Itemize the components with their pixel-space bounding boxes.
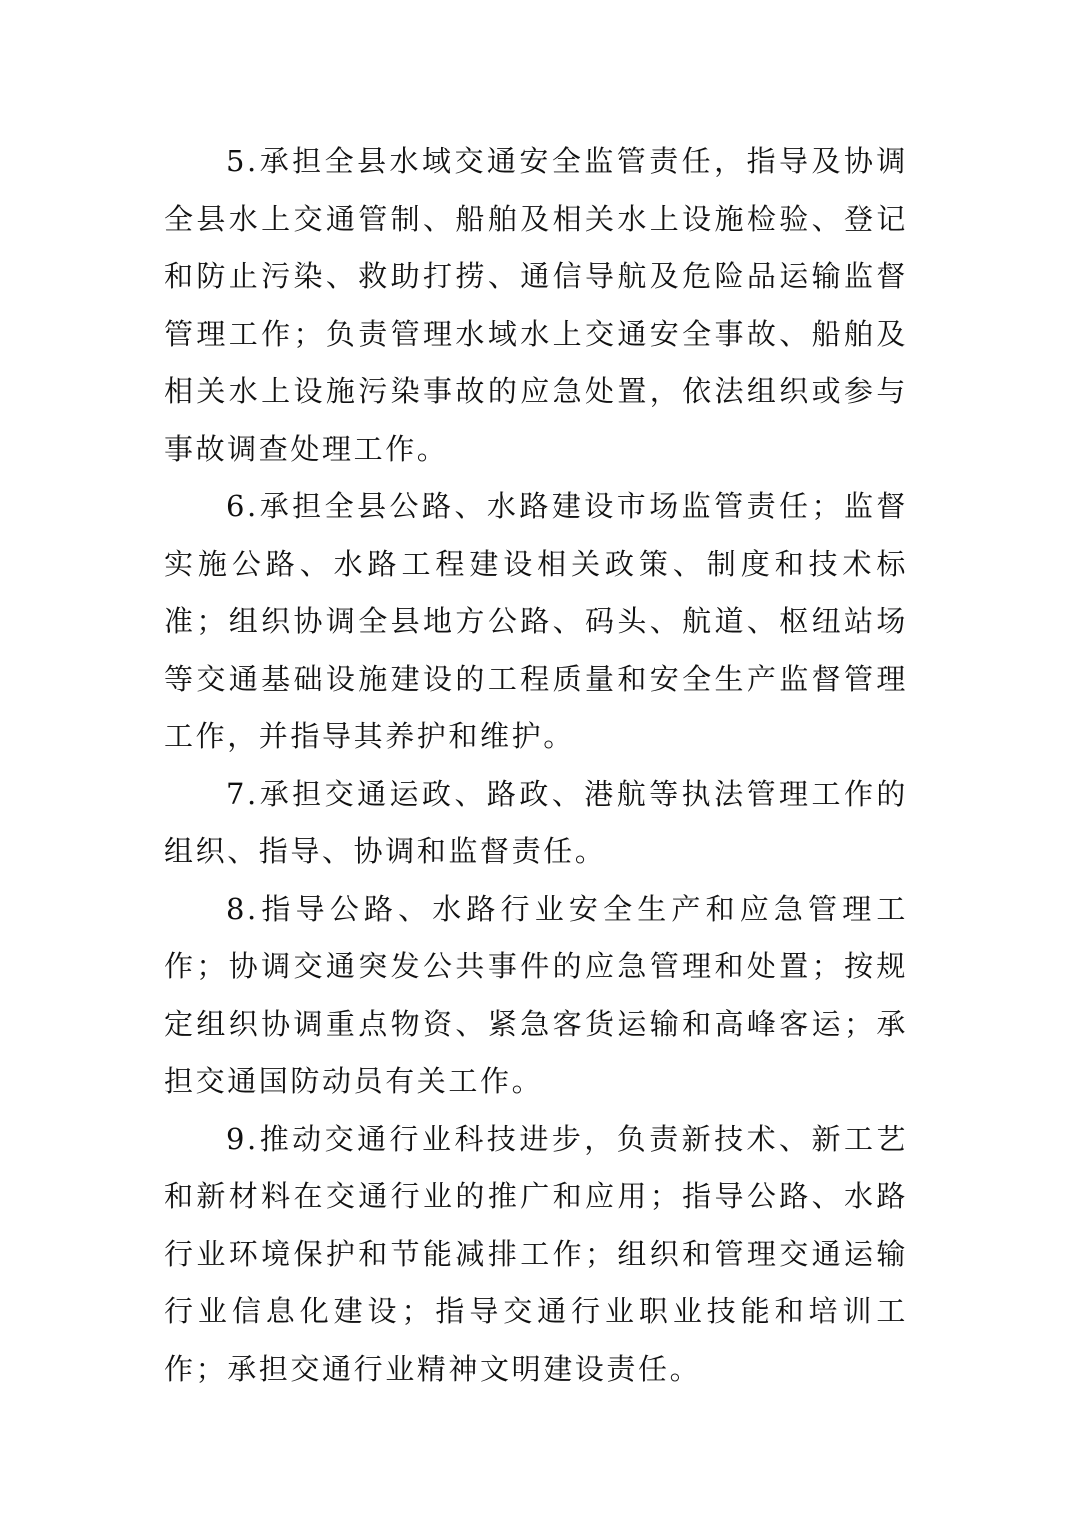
paragraph-item-7: 7.承担交通运政、路政、港航等执法管理工作的组织、指导、协调和监督责任。 xyxy=(164,776,908,868)
paragraph-item-9: 9.推动交通行业科技进步，负责新技术、新工艺和新材料在交通行业的推广和应用；指导公路、水路行业环境保护和节能减排工作；组织和管理交通运输行业信息化建设；指导交通行业职业技能和培训工作；承担交通行业精神文明建设责任。 xyxy=(164,1121,908,1386)
paragraph-item-6: 6.承担全县公路、水路建设市场监管责任；监督实施公路、水路工程建设相关政策、制度和技术标准；组织协调全县地方公路、码头、航道、枢纽站场等交通基础设施建设的工程质量和安全生产监督管理工作，并指导其养护和维护。 xyxy=(164,489,908,753)
paragraph-item-5: 5.承担全县水域交通安全监管责任，指导及协调全县水上交通管制、船舶及相关水上设施检验、登记和防止污染、救助打捞、通信导航及危险品运输监督管理工作；负责管理水域水上交通安全事故、船舶及相关水上设施污染事故的应急处置，依法组织或参与事故调查处理工作。 xyxy=(164,144,908,466)
document-body xyxy=(164,133,908,1398)
paragraph-item-8: 8.指导公路、水路行业安全生产和应急管理工作；协调交通突发公共事件的应急管理和处置；按规定组织协调重点物资、紧急客货运输和高峰客运；承担交通国防动员有关工作。 xyxy=(164,891,908,1098)
